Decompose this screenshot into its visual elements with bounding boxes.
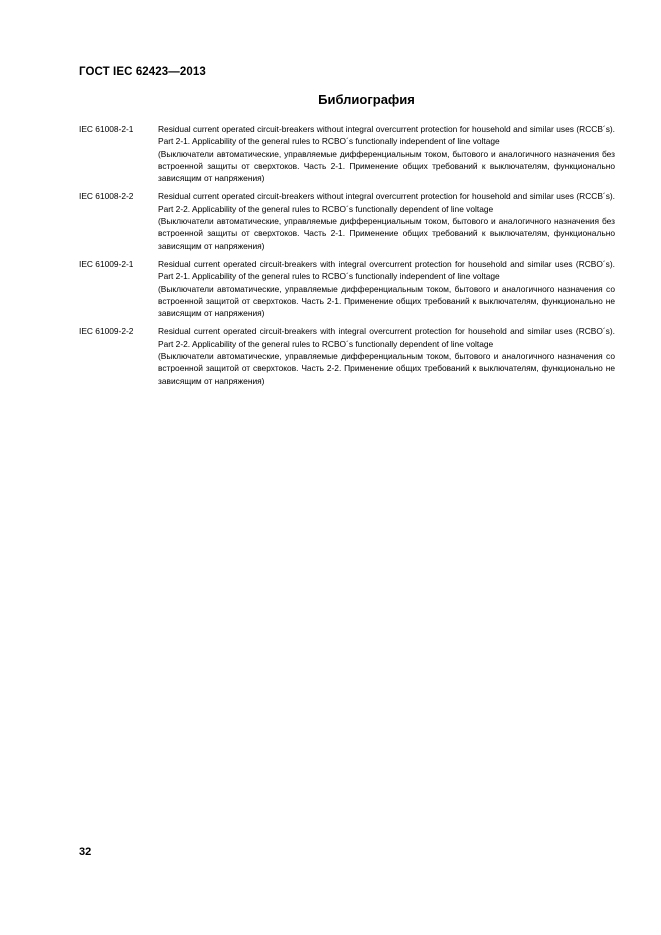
bibliography-entry — [79, 123, 615, 184]
entry-title-ru: (Выключатели автоматические, управляемые дифференциальным током, бытового и аналогичного назначения со встроенной защитой от сверхтоков. Часть 2-1. Применение общих требований к выключателям, функционально не зависящим от напряжения) — [158, 283, 615, 319]
entry-title-en: Residual current operated circuit-breakers with integral overcurrent protection for household and similar uses (RCBO´s). Part 2-2. Applicability of the general rules to RCBO´s functionally dependent of line voltage — [158, 326, 615, 349]
bibliography-entry — [79, 190, 615, 251]
entry-title-en: Residual current operated circuit-breakers without integral overcurrent protection for household and similar uses (RCCB´s). Part 2-1. Applicability of the general rules to RCBO´s functionally independent of line voltage — [158, 124, 615, 147]
entry-body — [158, 258, 615, 319]
page-number: 32 — [79, 846, 92, 858]
entry-body — [158, 190, 615, 251]
entry-title-en: Residual current operated circuit-breakers without integral overcurrent protection for household and similar uses (RCCB´s). Part 2-2. Applicability of the general rules to RCBO´s functionally dependent of line voltage — [158, 191, 615, 214]
document-header: ГОСТ IEC 62423—2013 — [79, 66, 206, 78]
bibliography-list — [79, 123, 615, 393]
entry-title-ru: (Выключатели автоматические, управляемые дифференциальным током, бытового и аналогичного назначения без встроенной защиты от сверхтоков. Часть 2-1. Применение общих требований к выключателям, функционально зависящим от напряжения) — [158, 148, 615, 184]
entry-title-en: Residual current operated circuit-breakers with integral overcurrent protection for household and similar uses (RCBO´s). Part 2-1. Applicability of the general rules to RCBO´s functionally independent of line voltage — [158, 258, 615, 282]
entry-code: IEC 61008-2-2 — [79, 191, 134, 202]
entry-title-ru: (Выключатели автоматические, управляемые дифференциальным током, бытового и аналогичного назначения без встроенной защиты от сверхтоков. Часть 2-1. Применение общих требований к выключателям, функционально зависящим от напряжения) — [158, 216, 615, 251]
entry-body — [158, 123, 615, 184]
bibliography-entry — [79, 325, 615, 386]
entry-code: IEC 61009-2-1 — [79, 258, 134, 269]
entry-body — [158, 325, 615, 386]
page-title: Библиография — [318, 92, 415, 107]
entry-code: IEC 61008-2-1 — [79, 124, 134, 134]
bibliography-entry — [79, 258, 615, 319]
entry-title-ru: (Выключатели автоматические, управляемые дифференциальным током, бытового и аналогичного назначения со встроенной защитой от сверхтоков. Часть 2-2. Применение общих требований к выключателям, функционально не зависящим от напряжения) — [158, 351, 615, 386]
entry-code: IEC 61009-2-2 — [79, 326, 134, 337]
